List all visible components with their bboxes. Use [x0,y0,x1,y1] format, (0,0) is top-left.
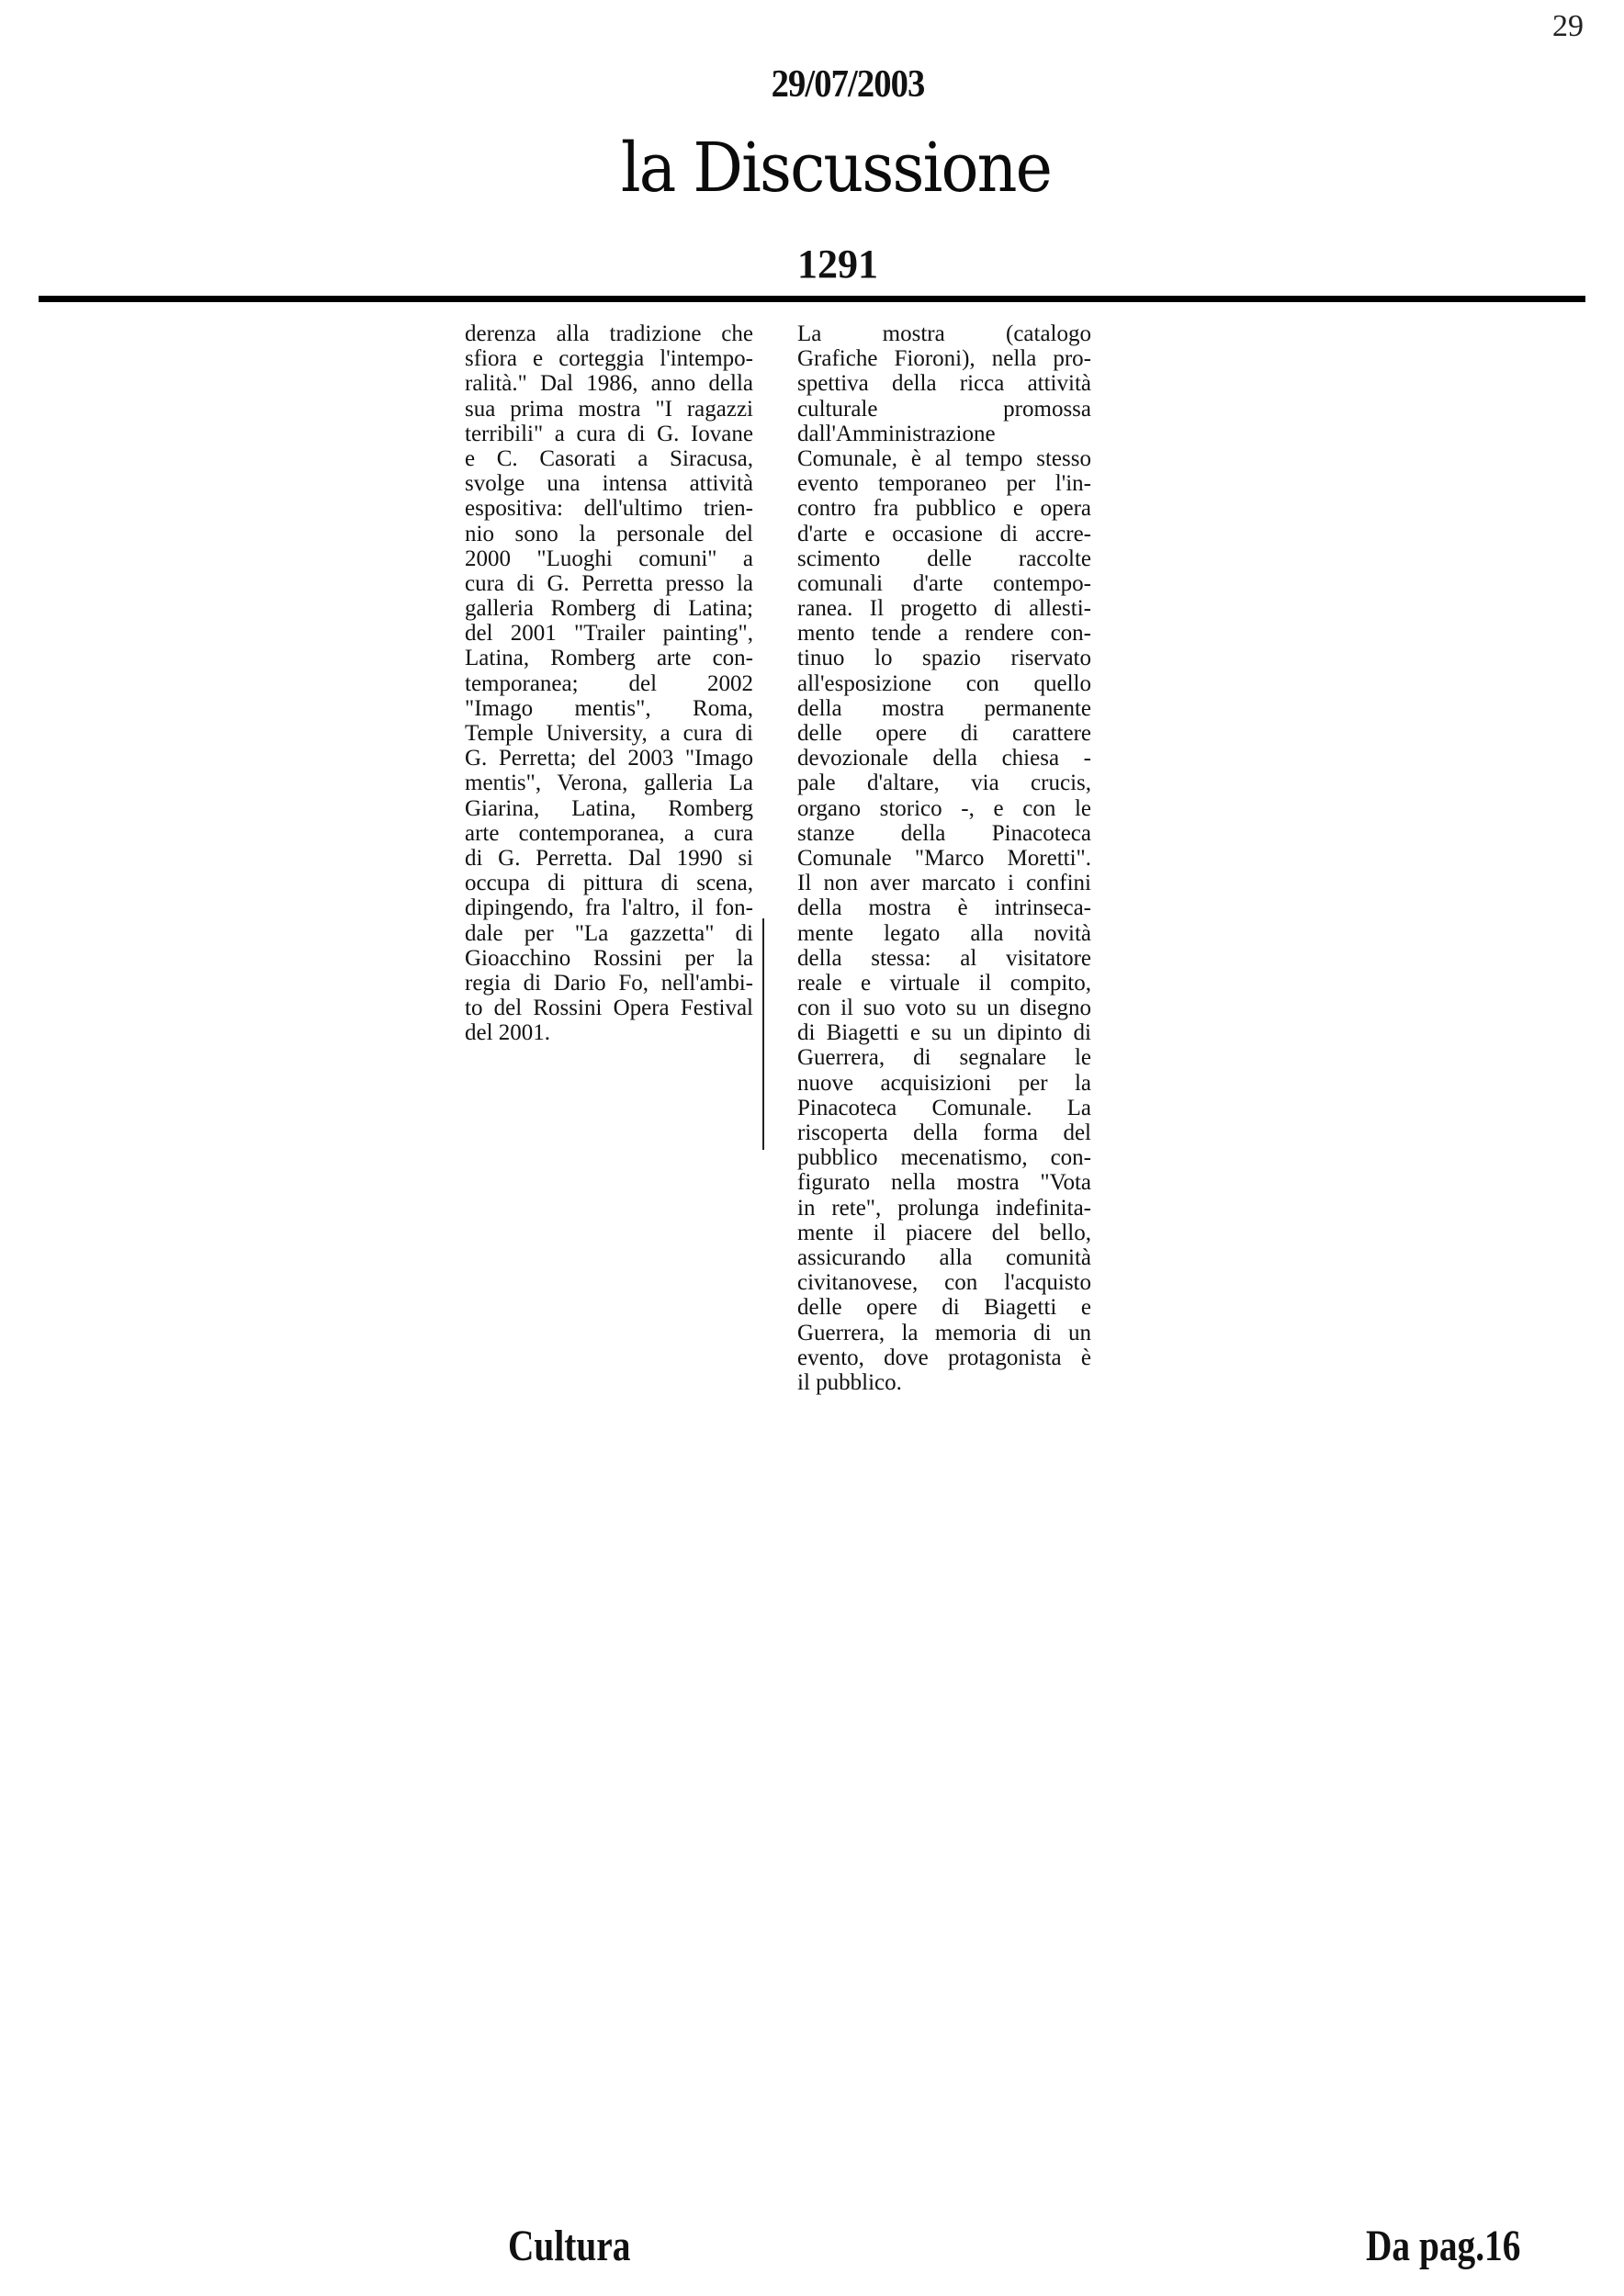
article-line: delle opere di Biagetti e [797,1295,1091,1321]
article-line: evento temporaneo per l'in- [797,471,1091,497]
article-line: evento, dove protagonista è [797,1345,1091,1370]
article-line: contro fra pubblico e opera [797,496,1091,522]
article-line: Guerrera, la memoria di un [797,1320,1091,1345]
article-line: organo storico -, e con le [797,795,1091,821]
article-line: mente il piacere del bello, [797,1220,1091,1245]
page-number: 29 [1552,9,1584,43]
article-line: Latina, Romberg arte con- [465,646,753,671]
article-line: comunali d'arte contempo- [797,570,1091,596]
article-line: G. Perretta; del 2003 "Imago [465,746,753,771]
article-line: mento tende a rendere con- [797,621,1091,647]
article-line: con il suo voto su un disegno [797,996,1091,1021]
article-line: di Biagetti e su un dipinto di [797,1020,1091,1046]
article-line: stanze della Pinacoteca [797,820,1091,846]
article-line: reale e virtuale il compito, [797,970,1091,996]
article-line: Grafiche Fioroni), nella pro- [797,346,1091,372]
article-line: galleria Romberg di Latina; [465,596,753,622]
article-line: tinuo lo spazio riservato [797,646,1091,671]
article-line: to del Rossini Opera Festival [465,996,753,1021]
article-line: devozionale della chiesa - [797,746,1091,771]
article-line: in rete", prolunga indefinita- [797,1195,1091,1221]
article-line: culturale promossa [797,396,1091,422]
article-line: Giarina, Latina, Romberg [465,795,753,821]
article-line: dipingendo, fra l'altro, il fon- [465,895,753,921]
article-line: della stessa: al visitatore [797,945,1091,971]
article-line: Pinacoteca Comunale. La [797,1095,1091,1120]
section-label: Cultura [508,2222,631,2270]
article-line: derenza alla tradizione che [465,321,753,346]
article-line: del 2001 "Trailer painting", [465,621,753,647]
article-line: del 2001. [465,1020,551,1046]
article-line: spettiva della ricca attività [797,371,1091,397]
article-line: e C. Casorati a Siracusa, [465,445,753,471]
article-line: cura di G. Perretta presso la [465,570,753,596]
article-line: sua prima mostra "I ragazzi [465,396,753,422]
article-line: civitanovese, con l'acquisto [797,1270,1091,1296]
article-line: Comunale, è al tempo stesso [797,445,1091,471]
newspaper-masthead: la Discussione [620,129,1052,208]
article-line: svolge una intensa attività [465,471,753,497]
article-line: all'esposizione con quello [797,670,1091,696]
article-line: di G. Perretta. Dal 1990 si [465,845,753,871]
article-line: terribili" a cura di G. Iovane [465,421,753,446]
article-line: occupa di pittura di scena, [465,871,753,896]
article-line: nio sono la personale del [465,521,753,546]
article-line: ralità." Dal 1986, anno della [465,371,753,397]
issue-number: 1291 [797,242,878,287]
publication-date: 29/07/2003 [771,63,925,106]
article-line: scimento delle raccolte [797,546,1091,571]
article-line: pale d'altare, via crucis, [797,771,1091,796]
article-line: "Imago mentis", Roma, [465,695,753,721]
article-line: arte contemporanea, a cura [465,820,753,846]
continued-from-page: Da pag.16 [1366,2222,1521,2270]
article-line: espositiva: dell'ultimo trien- [465,496,753,522]
article-line: riscoperta della forma del [797,1120,1091,1145]
article-line: dale per "La gazzetta" di [465,920,753,946]
column-divider [762,918,764,1150]
article-line: assicurando alla comunità [797,1244,1091,1270]
article-line: della mostra permanente [797,695,1091,721]
article-line: delle opere di carattere [797,721,1091,746]
article-line: dall'Amministrazione [797,421,996,446]
article-line: regia di Dario Fo, nell'ambi- [465,970,753,996]
article-line: Il non aver marcato i confini [797,871,1091,896]
article-line: Guerrera, di segnalare le [797,1045,1091,1071]
article-line: pubblico mecenatismo, con- [797,1145,1091,1171]
article-line: temporanea; del 2002 [465,670,753,696]
article-line: figurato nella mostra "Vota [797,1170,1091,1196]
article-line: d'arte e occasione di accre- [797,521,1091,546]
article-column-left [465,321,753,1045]
article-line: Gioacchino Rossini per la [465,945,753,971]
article-line: il pubblico. [797,1369,902,1395]
article-line: mente legato alla novità [797,920,1091,946]
article-line: nuove acquisizioni per la [797,1070,1091,1096]
article-line: La mostra (catalogo [797,321,1091,346]
article-line: sfiora e corteggia l'intempo- [465,346,753,372]
article-line: 2000 "Luoghi comuni" a [465,546,753,571]
article-column-right [797,321,1091,1395]
article-line: Comunale "Marco Moretti". [797,845,1091,871]
article-line: ranea. Il progetto di allesti- [797,596,1091,622]
header-rule [39,296,1585,302]
article-line: della mostra è intrinseca- [797,895,1091,921]
article-line: mentis", Verona, galleria La [465,771,753,796]
article-line: Temple University, a cura di [465,721,753,746]
